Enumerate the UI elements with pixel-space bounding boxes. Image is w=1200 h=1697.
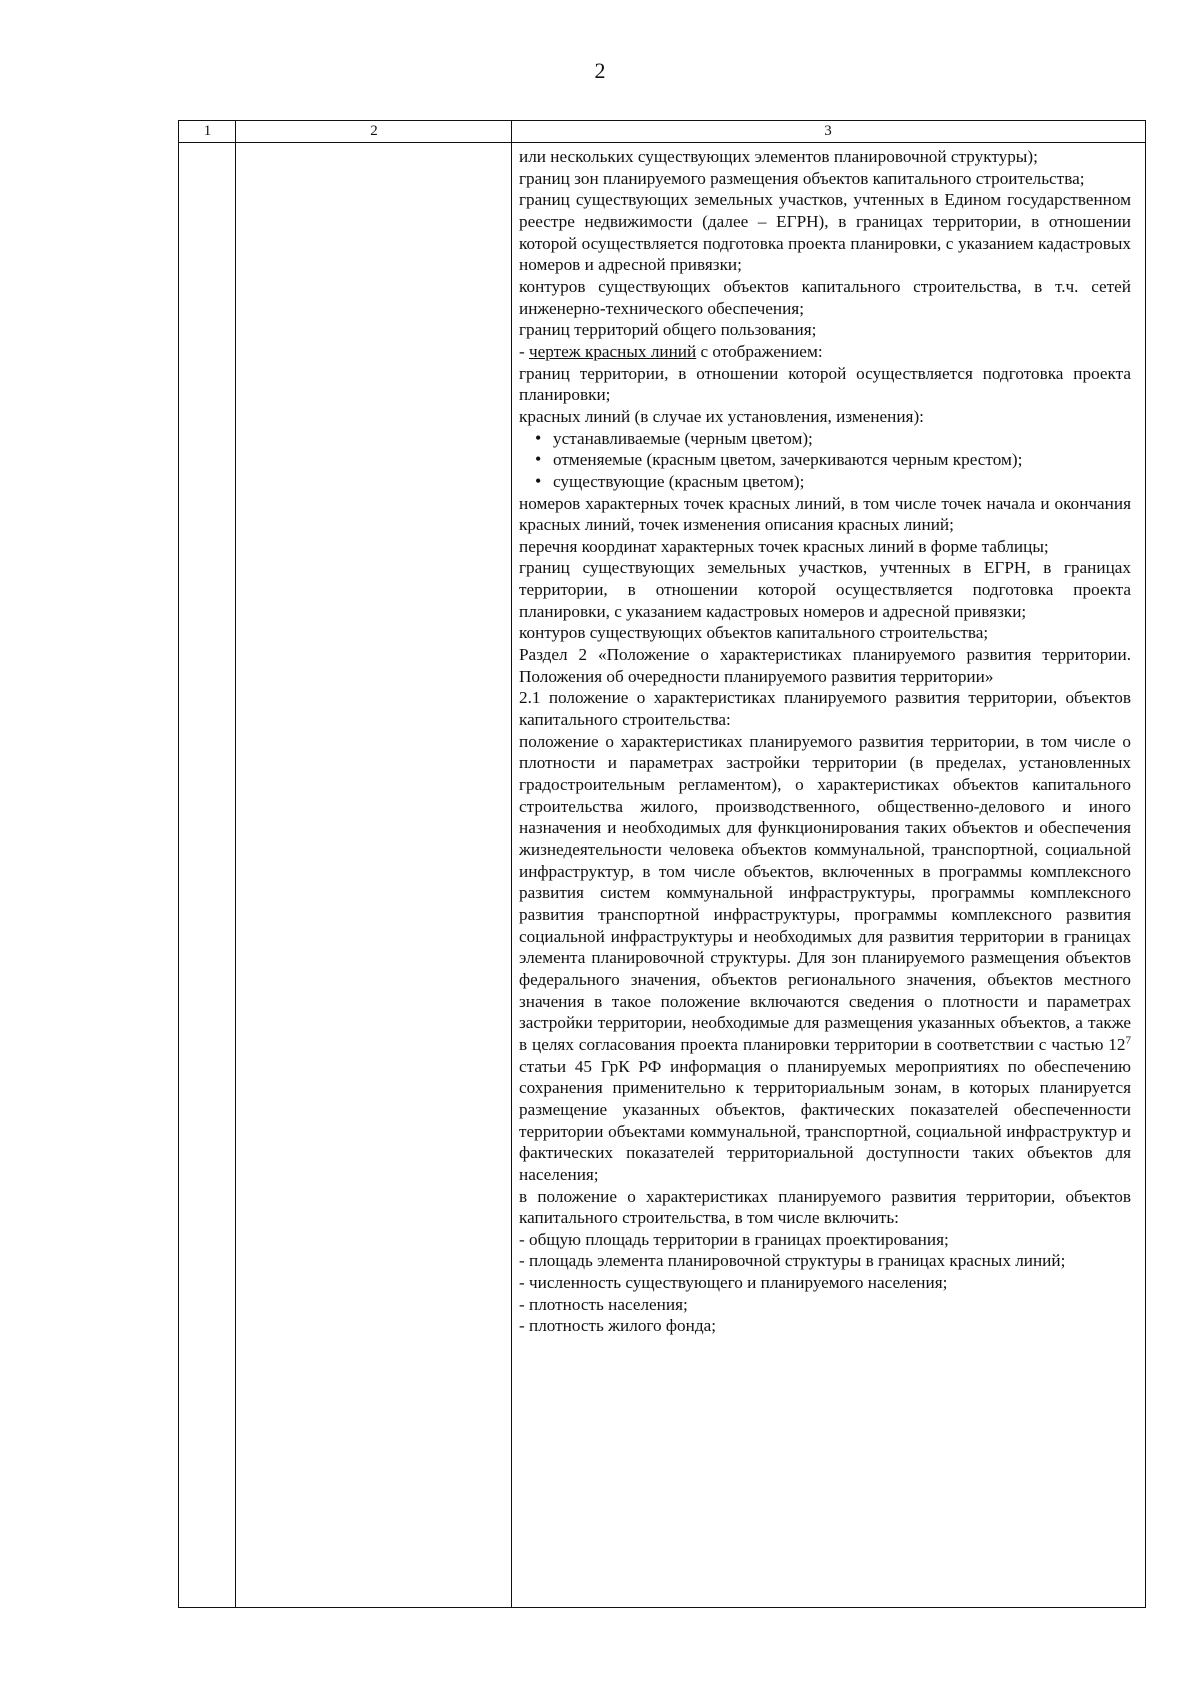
paragraph: красных линий (в случае их установления, изменения): xyxy=(519,406,924,426)
bullet-item: • отменяемые (красным цветом, зачеркиваются черным крестом); xyxy=(553,449,1131,471)
document-table xyxy=(178,120,1146,1608)
bullet-list xyxy=(519,428,1131,493)
dash-item: - плотность жилого фонда; xyxy=(519,1316,717,1336)
dash-item: - численность существующего и планируемого населения; xyxy=(519,1273,948,1293)
text-part: статьи 45 ГрК РФ информация о планируемых мероприятиях по обеспечению сохранения применительно к территориальным зонам, в которых планируется размещение указанных объектов, фактических показателей обеспеченности территории объектами коммунальной, транспортной, социальной инфраструктур и фактических показателей территориальной доступности таких объектов для населения; xyxy=(519,1056,1131,1184)
column-header-1: 1 xyxy=(203,123,212,139)
paragraph: границ существующих земельных участков, учтенных в ЕГРН, в границах территории, в отношении которой осуществляется подготовка проекта планировки, с указанием кадастровых номеров и адресной привязки; xyxy=(519,558,1131,621)
text-suffix: с отображением: xyxy=(696,341,823,361)
paragraph: или нескольких существующих элементов планировочной структуры); xyxy=(519,147,1038,166)
paragraph: номеров характерных точек красных линий, в том числе точек начала и окончания красных линий, точек изменения описания красных линий; xyxy=(519,493,1131,535)
bullet-item: • устанавливаемые (черным цветом); xyxy=(553,428,1131,450)
dash-item: - плотность населения; xyxy=(519,1294,688,1314)
paragraph: контуров существующих объектов капитального строительства, в т.ч. сетей инженерно-технического обеспечения; xyxy=(519,276,1131,318)
paragraph xyxy=(519,731,1131,1186)
table-header-row xyxy=(179,121,1145,143)
paragraph: границ существующих земельных участков, учтенных в Едином государственном реестре недвижимости (далее – ЕГРН), в границах территории, в отношении которой осуществляется подготовка проекта планировки, с указанием кадастровых номеров и адресной привязки; xyxy=(519,190,1131,275)
paragraph: контуров существующих объектов капитального строительства; xyxy=(519,623,989,643)
superscript: 7 xyxy=(1125,1034,1131,1047)
page-number: 2 xyxy=(594,58,606,83)
paragraph: границ территории, в отношении которой осуществляется подготовка проекта планировки; xyxy=(519,363,1131,405)
paragraph: в положение о характеристиках планируемого развития территории, объектов капитального строительства, в том числе включить: xyxy=(519,1186,1131,1228)
bullet-item: • существующие (красным цветом); xyxy=(553,471,1131,493)
paragraph: Раздел 2 «Положение о характеристиках планируемого развития территории. Положения об очередности планируемого развития территории» xyxy=(519,645,1131,686)
dash-item: - общую площадь территории в границах проектирования; xyxy=(519,1229,949,1249)
column-header-2: 2 xyxy=(370,123,378,139)
dash-prefix: - xyxy=(519,341,530,361)
paragraph: 2.1 положение о характеристиках планируемого развития территории, объектов капитального строительства: xyxy=(519,688,1131,730)
dash-item: - площадь элемента планировочной структуры в границах красных линий; xyxy=(519,1251,1066,1271)
paragraph: границ территорий общего пользования; xyxy=(519,320,817,340)
paragraph xyxy=(519,341,1131,363)
paragraph: перечня координат характерных точек красных линий в форме таблицы; xyxy=(519,536,1049,556)
text-part: положение о характеристиках планируемого развития территории, в том числе о плотности и параметрах застройки территории (в пределах, установленных градостроительным регламентом), о характеристиках объектов капитального строительства жилого, производственного, общественно-делового и иного назначения и необходимых для функционирования таких объектов и обеспечения жизнедеятельности человека объектов коммунальной, транспортной, социальной инфраструктур, в том числе объектов, включенных в программы комплексного развития систем коммунальной инфраструктуры, программы комплексного развития транспортной инфраструктуры, программы комплексного развития социальной инфраструктуры и необходимых для развития территории в границах элемента планировочной структуры. Для зон планируемого размещения объектов федерального значения, объектов регионального значения, объектов местного значения в такое положение включаются сведения о плотности и параметрах застройки территории, необходимые для размещения указанных объектов, а также в целях согласования проекта планировки территории в соответствии с частью 12 xyxy=(519,731,1131,1054)
column-header-3: 3 xyxy=(824,123,832,139)
paragraph: границ зон планируемого размещения объектов капитального строительства; xyxy=(519,168,1085,188)
column-divider xyxy=(235,121,236,1607)
column-3-content xyxy=(519,146,1131,1337)
underlined-term: чертеж красных линий xyxy=(529,341,697,361)
column-divider xyxy=(511,121,512,1607)
